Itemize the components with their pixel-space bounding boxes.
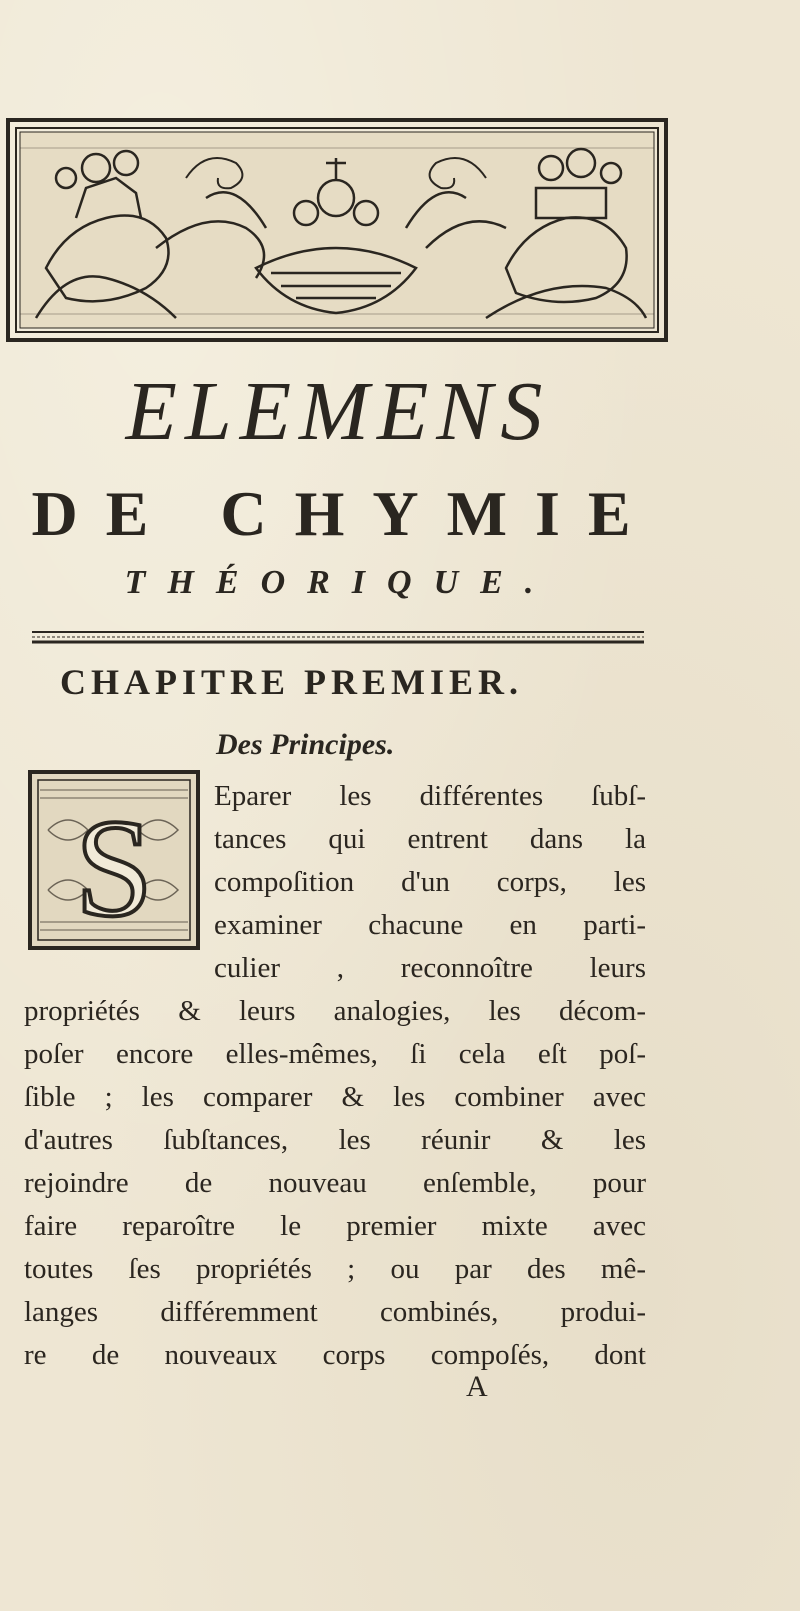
ornamental-headpiece xyxy=(6,118,668,342)
body-line-12: toutes ſes propriétés ; ou par des mê- xyxy=(24,1253,646,1285)
body-line-8: ſible ; les comparer & les combiner avec xyxy=(24,1081,646,1113)
body-line-1: Eparer les différentes ſubſ- xyxy=(214,780,646,812)
body-line-10: rejoindre de nouveau enſemble, pour xyxy=(24,1167,646,1199)
body-line-7: poſer encore elles-mêmes, ſi cela eſt poſ- xyxy=(24,1038,646,1070)
book-subtitle: DE CHYMIE xyxy=(31,478,659,549)
body-line-4: examiner chacune en parti- xyxy=(214,909,646,941)
book-subtitle-theorique: THÉORIQUE. xyxy=(124,564,556,601)
body-line-9: d'autres ſubſtances, les réunir & les xyxy=(24,1124,646,1156)
body-line-3: compoſition d'un corps, les xyxy=(214,866,646,898)
section-heading: Des Principes. xyxy=(216,728,395,761)
body-line-2: tances qui entrent dans la xyxy=(214,823,646,855)
signature-mark: A xyxy=(466,1370,488,1403)
initial-letter: S xyxy=(75,791,153,946)
body-line-5: culier , reconnoître leurs xyxy=(214,952,646,984)
ornamental-initial xyxy=(28,770,200,950)
double-rule-divider xyxy=(32,628,644,646)
body-line-14: re de nouveaux corps compoſés, dont xyxy=(24,1339,646,1371)
body-line-11: faire reparoître le premier mixte avec xyxy=(24,1210,646,1242)
chapter-heading: CHAPITRE PREMIER. xyxy=(60,662,524,702)
body-line-13: langes différemment combinés, produi- xyxy=(24,1296,646,1328)
body-line-6: propriétés & leurs analogies, les décom- xyxy=(24,995,646,1027)
book-title: ELEMENS xyxy=(125,365,551,458)
